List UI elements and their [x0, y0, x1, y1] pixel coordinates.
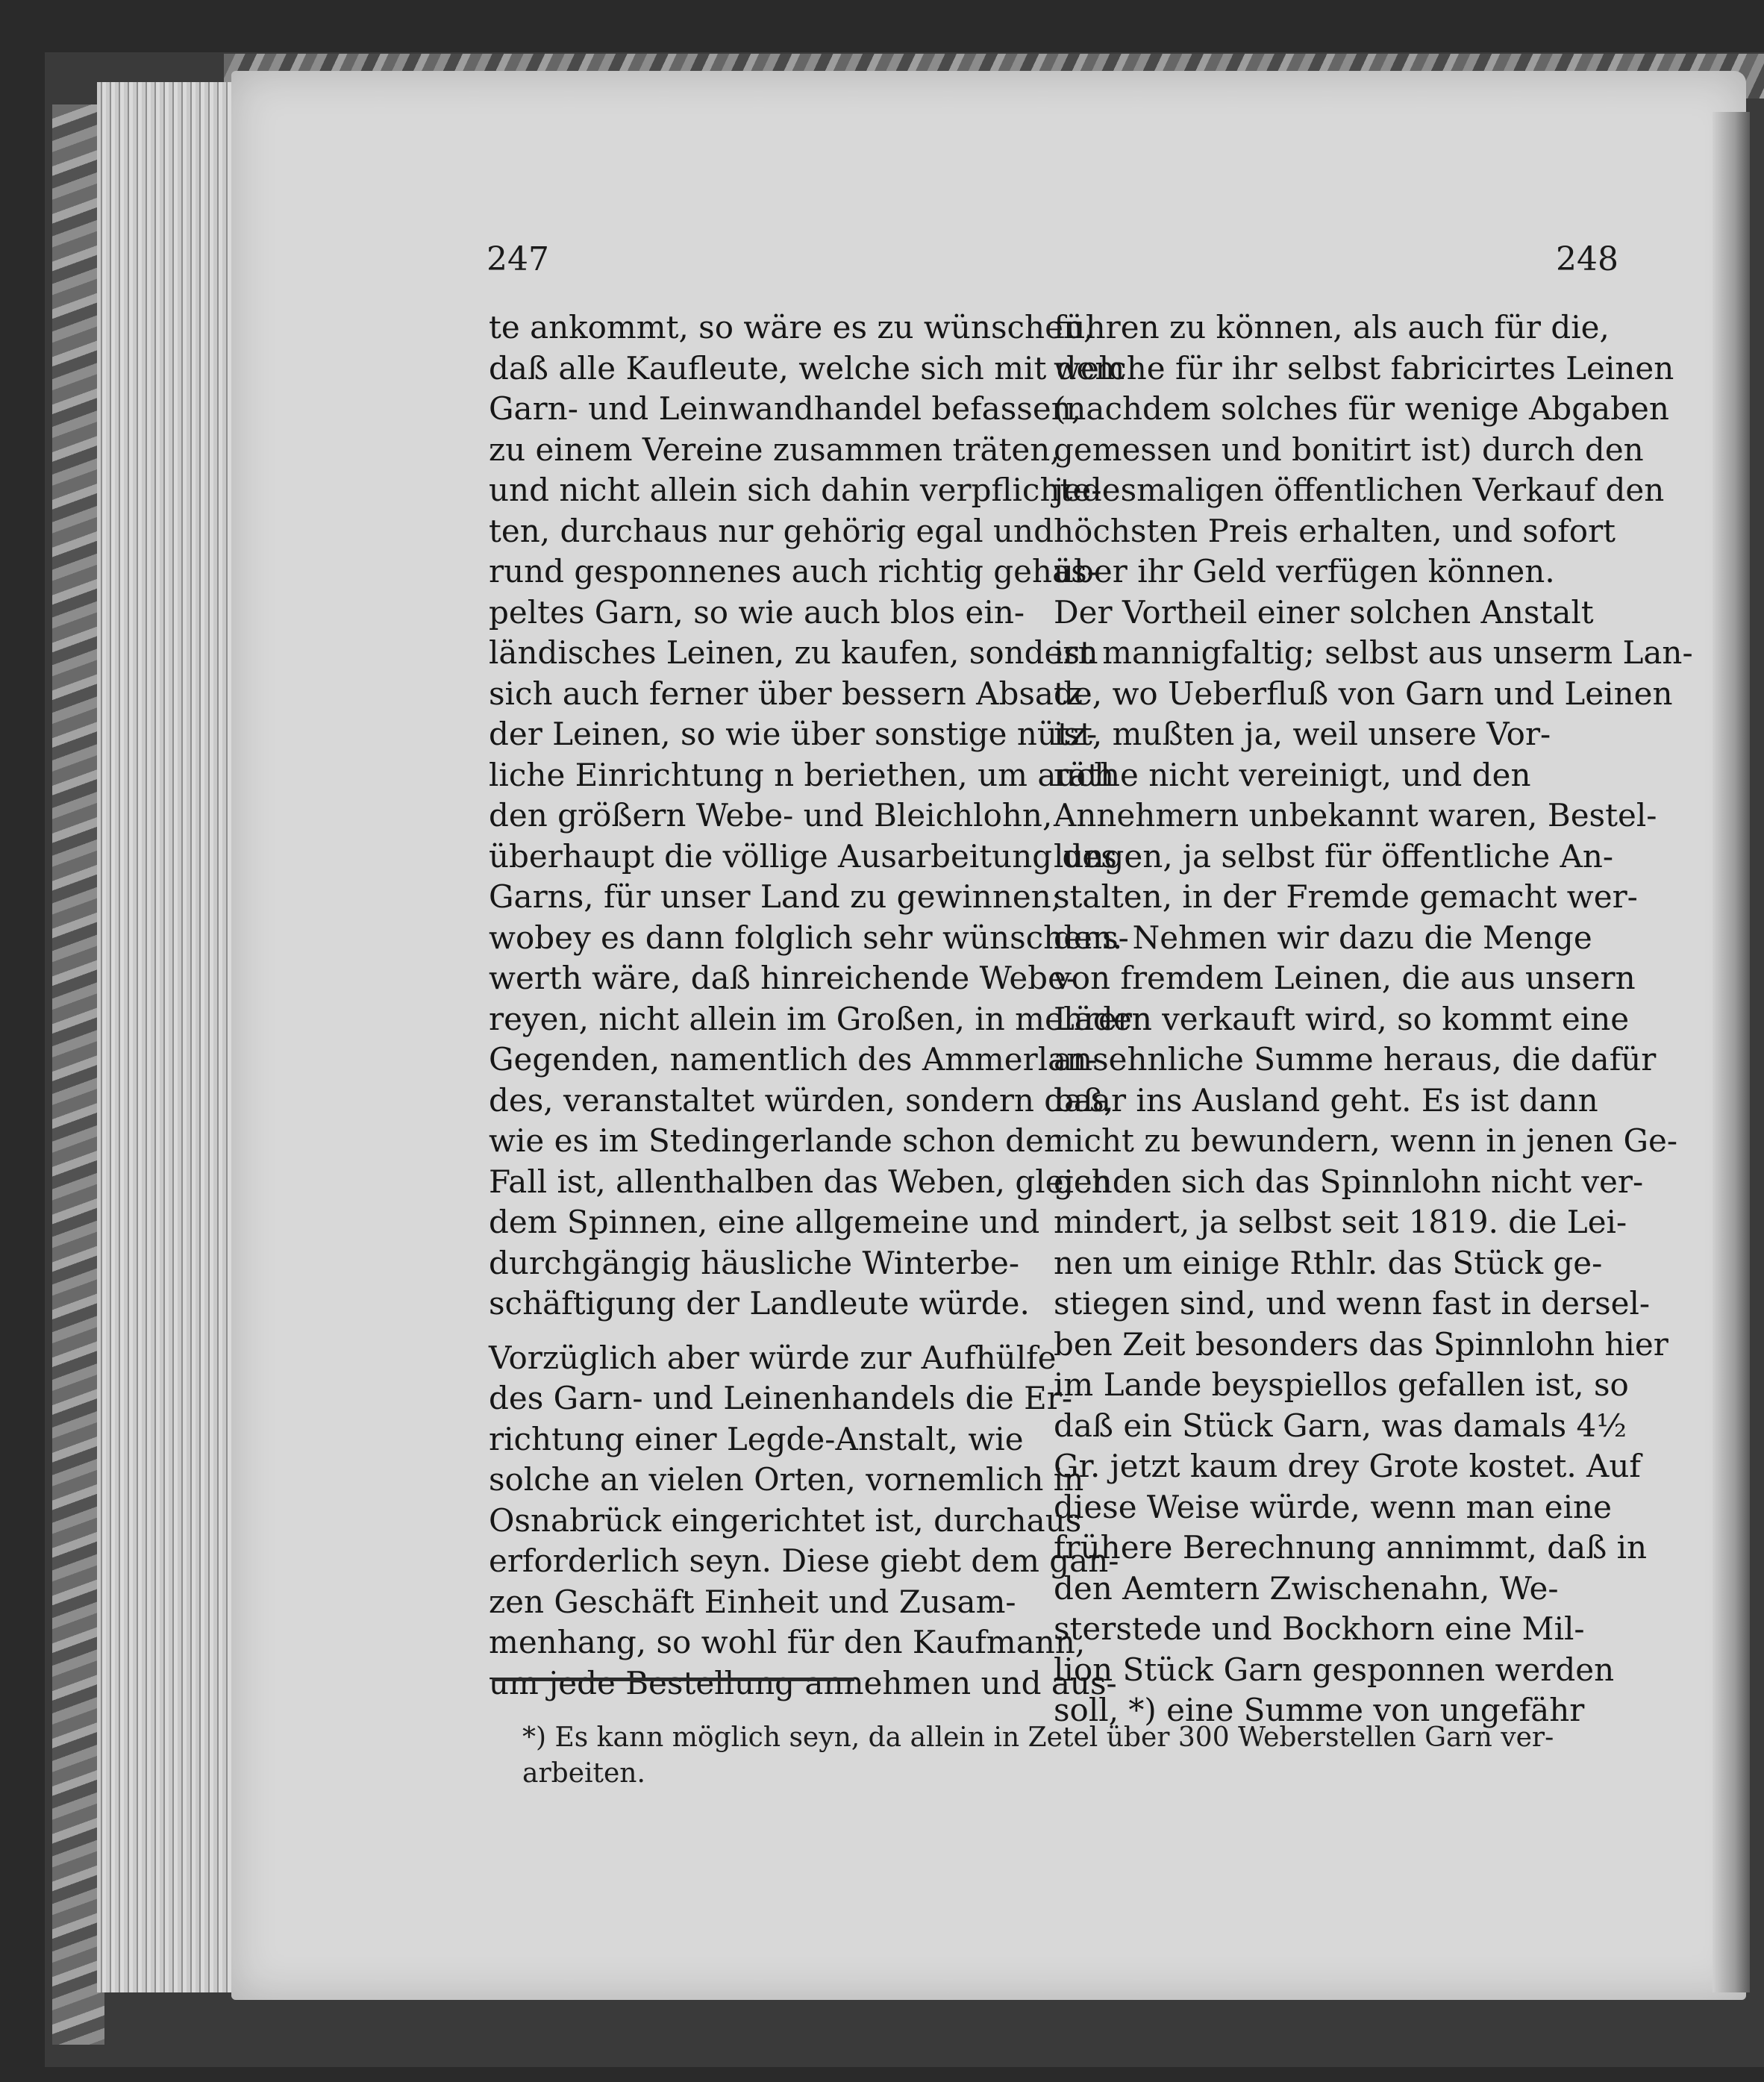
text-line: ist mannigfaltig; selbst aus unserm Lan-: [1054, 634, 1693, 671]
text-line: von fremdem Leinen, die aus unsern: [1054, 960, 1636, 996]
text-line: de, wo Ueberfluß von Garn und Leinen: [1054, 675, 1673, 712]
text-line: über ihr Geld verfügen können.: [1054, 553, 1555, 590]
text-line: ländisches Leinen, zu kaufen, sondern: [489, 634, 1098, 671]
text-line: der Leinen, so wie über sonstige nütz-: [489, 716, 1098, 752]
text-line: führen zu können, als auch für die,: [1054, 309, 1610, 346]
text-line: den größern Webe- und Bleichlohn,: [489, 797, 1053, 834]
page-number-right: 248: [1556, 240, 1618, 278]
text-line: menhang, so wohl für den Kaufmann,: [489, 1624, 1086, 1660]
text-line: überhaupt die völlige Ausarbeitung des: [489, 837, 1117, 875]
text-line: Osnabrück eingerichtet ist, durchaus: [489, 1501, 1082, 1539]
text-line: schäftigung der Landleute würde.: [489, 1285, 1030, 1322]
text-line: nicht zu bewundern, wenn in jenen Ge-: [1054, 1122, 1678, 1159]
page-number-left: 247: [487, 240, 549, 278]
right-text: [1054, 307, 1693, 1731]
text-line: Garns, für unser Land zu gewinnen;: [489, 878, 1062, 915]
page-gutter: [1713, 112, 1750, 1992]
text-line: des Garn- und Leinenhandels die Er-: [489, 1380, 1073, 1416]
text-line: ist, mußten ja, weil unsere Vor-: [1054, 716, 1551, 752]
text-line: und nicht allein sich dahin verpflichte-: [489, 472, 1102, 508]
text-line: rund gesponnenes auch richtig gehas-: [489, 553, 1098, 590]
text-line: sich auch ferner über bessern Absatz: [489, 675, 1083, 712]
text-line: lungen, ja selbst für öffentliche An-: [1054, 837, 1614, 875]
text-line: räthe nicht vereinigt, und den: [1054, 756, 1531, 793]
text-line: wobey es dann folglich sehr wünschens-: [489, 919, 1129, 956]
text-line: sterstede und Bockhorn eine Mil-: [1054, 1610, 1585, 1647]
text-line: te ankommt, so wäre es zu wünschen,: [489, 309, 1094, 346]
footnote-line: *) Es kann möglich seyn, da allein in Zetel über 300 Weberstellen Garn ver-: [522, 1722, 1554, 1753]
text-line: im Lande beyspiellos gefallen ist, so: [1054, 1366, 1629, 1403]
text-line: peltes Garn, so wie auch blos ein-: [489, 593, 1025, 631]
text-line: reyen, nicht allein im Großen, in mehrern: [489, 1000, 1152, 1037]
text-line: Gegenden, namentlich des Ammerlan-: [489, 1041, 1098, 1078]
text-line: frühere Berechnung annimmt, daß in: [1054, 1529, 1648, 1566]
text-line: lion Stück Garn gesponnen werden: [1054, 1651, 1615, 1688]
text-line: den Aemtern Zwischenahn, We-: [1054, 1569, 1559, 1607]
text-line: soll, *) eine Summe von ungefähr: [1054, 1692, 1585, 1728]
text-line: gemessen und bonitirt ist) durch den: [1054, 431, 1644, 468]
text-line: (nachdem solches für wenige Abgaben: [1054, 390, 1669, 427]
text-line: Annehmern unbekannt waren, Bestel-: [1054, 797, 1657, 834]
text-line: dem Spinnen, eine allgemeine und: [489, 1204, 1040, 1240]
text-line: zen Geschäft Einheit und Zusam-: [489, 1583, 1016, 1620]
text-line: zu einem Vereine zusammen träten,: [489, 431, 1060, 468]
text-line: ten, durchaus nur gehörig egal und: [489, 512, 1054, 549]
text-line: Gr. jetzt kaum drey Grote kostet. Auf: [1054, 1448, 1641, 1484]
text-line: ansehnliche Summe heraus, die dafür: [1054, 1041, 1657, 1078]
text-line: solche an vielen Orten, vornemlich in: [489, 1461, 1084, 1498]
left-column: [489, 307, 1152, 1704]
text-line: Garn- und Leinwandhandel befassen,: [489, 390, 1082, 427]
text-line: daß alle Kaufleute, welche sich mit dem: [489, 349, 1125, 387]
text-line: stiegen sind, und wenn fast in dersel-: [1054, 1285, 1651, 1322]
text-line: jedesmaligen öffentlichen Verkauf den: [1054, 472, 1665, 508]
footnote: [522, 1720, 1612, 1792]
text-line: Läden verkauft wird, so kommt eine: [1054, 1000, 1630, 1037]
text-line: des, veranstaltet würden, sondern daß,: [489, 1081, 1114, 1119]
text-line: stalten, in der Fremde gemacht wer-: [1054, 878, 1638, 915]
text-line: baar ins Ausland geht. Es ist dann: [1054, 1081, 1598, 1119]
text-line: nen um einige Rthlr. das Stück ge-: [1054, 1244, 1603, 1281]
text-line: Vorzüglich aber würde zur Aufhülfe: [489, 1339, 1057, 1376]
text-line: Fall ist, allenthalben das Weben, gleich: [489, 1163, 1112, 1200]
text-line: diese Weise würde, wenn man eine: [1054, 1488, 1612, 1525]
text-line: richtung einer Legde-Anstalt, wie: [489, 1420, 1024, 1457]
text-line: durchgängig häusliche Winterbe-: [489, 1244, 1020, 1281]
footnote-line: arbeiten.: [522, 1758, 645, 1789]
text-line: genden sich das Spinnlohn nicht ver-: [1054, 1163, 1644, 1200]
text-line: höchsten Preis erhalten, und sofort: [1054, 512, 1616, 549]
right-column: [1054, 307, 1693, 1731]
footnote-rule: [492, 1678, 854, 1681]
text-line: um jede Bestellung annehmen und aus-: [489, 1664, 1117, 1701]
text-line: wie es im Stedingerlande schon der: [489, 1122, 1059, 1159]
left-paragraph-1: [489, 307, 1152, 1325]
text-line: werth wäre, daß hinreichende Webe-: [489, 960, 1078, 996]
text-line: Der Vortheil einer solchen Anstalt: [1054, 593, 1594, 631]
text-line: ben Zeit besonders das Spinnlohn hier: [1054, 1325, 1668, 1363]
text-line: liche Einrichtung n beriethen, um auch: [489, 756, 1115, 793]
left-paragraph-2: [489, 1338, 1119, 1704]
text-line: daß ein Stück Garn, was damals 4½: [1054, 1407, 1627, 1444]
text-line: mindert, ja selbst seit 1819. die Lei-: [1054, 1204, 1627, 1240]
text-line: welche für ihr selbst fabricirtes Leinen: [1054, 349, 1674, 387]
text-line: den. Nehmen wir dazu die Menge: [1054, 919, 1592, 956]
text-line: erforderlich seyn. Diese giebt dem gan-: [489, 1542, 1119, 1579]
